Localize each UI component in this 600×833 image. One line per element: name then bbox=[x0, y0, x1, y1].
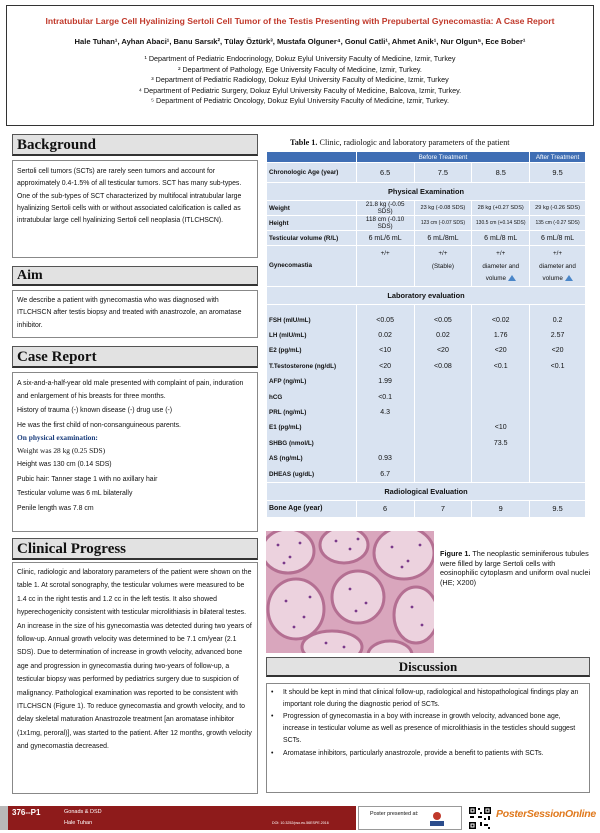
bone-age-label: Bone Age (year) bbox=[267, 500, 357, 517]
affiliation: ² Department of Pathology, Ege University Faculty of Medicine, Izmir, Turkey. bbox=[178, 64, 422, 74]
bone-age-cell: 6 bbox=[356, 500, 414, 517]
exam-line: Penile length was 7.8 cm bbox=[17, 504, 94, 512]
corner-cell bbox=[267, 152, 357, 163]
case-line: He was the first child of non-consanguineous parents. bbox=[17, 421, 181, 429]
age-cell: 9.5 bbox=[530, 163, 586, 183]
table-caption: Table 1. Clinic, radiologic and laboratory parameters of the patient bbox=[290, 138, 510, 147]
lab-values-col: <0.02 1.76 <20 <0.1 <10 73.5 bbox=[472, 304, 530, 482]
age-cell: 7.5 bbox=[414, 163, 472, 183]
affiliation: ⁵ Department of Pediatric Oncology, Dokuz Eylul University Faculty of Medicine, Izmir, Turkey. bbox=[151, 96, 449, 106]
poster-doi: DOI: 10.3252/pso.eu.56ESPE.2016 bbox=[272, 821, 329, 825]
poster-title: Intratubular Large Cell Hyalinizing Sertoli Cell Tumor of the Testis Presenting with Prepubertal Gynecomastia: A Case Report bbox=[45, 16, 555, 26]
poster-category: Gonads & DSD bbox=[64, 809, 102, 815]
discussion-box bbox=[266, 683, 590, 793]
testicular-volume-cell: 6 mL/6 mL bbox=[356, 231, 414, 246]
case-report-box bbox=[12, 372, 258, 532]
weight-cell: 23 kg (-0.08 SDS) bbox=[414, 201, 472, 216]
exam-line: Weight was 28 kg (0.25 SDS) bbox=[17, 445, 106, 455]
before-treatment-header: Before Treatment bbox=[356, 152, 529, 163]
histology-image bbox=[266, 531, 434, 653]
gynecomastia-cell: +/+ diameter and volume bbox=[530, 246, 586, 287]
exam-line: Height was 130 cm (0.14 SDS) bbox=[17, 461, 112, 468]
gynecomastia-label: Gynecomastia bbox=[267, 246, 357, 287]
exam-heading: On physical examination: bbox=[17, 433, 98, 442]
parameters-table bbox=[266, 151, 586, 518]
affiliation: ⁴ Department of Pediatric Surgery, Dokuz Eylul University Faculty of Medicine, Balcova, Izmir, Turkey. bbox=[138, 85, 462, 95]
affiliation: ³ Department of Pediatric Radiology, Dokuz Eylul University Faculty of Medicine, Izmir, Turkey bbox=[151, 75, 449, 85]
exam-line: Pubic hair: Tanner stage 1 with no axillary hair bbox=[17, 475, 158, 483]
footer-info-bar bbox=[8, 806, 356, 830]
affiliation: ¹ Department of Pediatric Endocrinology, Dokuz Eylul University Faculty of Medicine, Izmir, Turkey bbox=[144, 54, 456, 63]
weight-cell: 29 kg (-0.26 SDS) bbox=[530, 201, 586, 216]
histology-graphic bbox=[266, 531, 434, 653]
radiological-evaluation-heading: Radiological Evaluation bbox=[267, 482, 586, 500]
bone-age-cell: 9.5 bbox=[530, 500, 586, 517]
presenter-name: Hale Tuhan bbox=[64, 820, 93, 826]
background-heading: Background bbox=[12, 134, 258, 156]
height-label: Height bbox=[267, 216, 357, 231]
figure-caption: Figure 1. The neoplastic seminiferous tubules were filled by large Sertoli cells with eosinophilic cytoplasm and uniform oval nuclei (HE; X200) bbox=[440, 549, 591, 587]
poster-code: 376--P1 bbox=[12, 808, 41, 817]
clinical-progress-text: Clinic, radiologic and laboratory parameters of the patient were shown on the table 1. At scrotal sonography, the testicular volumes were measured to be 1.4 cc in the right testis and 1.2 cc in the left testis. It also showed hyperechogenicity consistent with testicular microlithiasis in bilateral testes. An increase in the size of his gynecomastia was detected during two years of follow-up. Annual growth velocity was determined to be 7.1 cm/year (2.1 SDS). Due to determination of increase in growth velocity, advanced bone age and progression in gynecomastia during two-years of follow-up, a testicular biopsy was performed by pediatrics surgery due to suspicion of malignancy. Pathological examination was reported to be consistent with ITLCHSCN (Figure 1). To reduce gynecomastia and growth velocity, and to delay skeletal maturation Anastrozole treatment [an aromatase inhibitor (1x1mg, peroral)], was started to the patient. After 12 months, growth velocity and gynecomastia decreased. bbox=[17, 569, 252, 751]
discussion-bullet: • Progression of gynecomastia in a boy with increase in growth velocity, advanced bone age, increase in testicular volume as well as presence of microlithiasis in the testicles should suggest SCTs. bbox=[271, 713, 576, 744]
after-treatment-header: After Treatment bbox=[530, 152, 586, 163]
lab-values-col: <0.05 0.02 <20 <0.08 bbox=[414, 304, 472, 482]
clinical-progress-box bbox=[12, 562, 258, 794]
physical-exam-heading: Physical Examination bbox=[267, 183, 586, 201]
testicular-volume-cell: 6 mL/8 mL bbox=[472, 231, 530, 246]
case-report-heading: Case Report bbox=[12, 346, 258, 368]
height-cell: 118 cm (-0.10 SDS) bbox=[356, 216, 414, 231]
background-box bbox=[12, 160, 258, 258]
aim-text: We describe a patient with gynecomastia who was diagnosed with ITLCHSCN after testis biopsy and treated with anastrozole, an aromatase inhibitor. bbox=[17, 297, 242, 329]
presented-at-box bbox=[358, 806, 462, 830]
poster-session-online-logo: PosterSessionOnline bbox=[496, 808, 596, 820]
age-label: Chronologic Age (year) bbox=[267, 163, 357, 183]
age-cell: 6.5 bbox=[356, 163, 414, 183]
lab-values-col: 0.2 2.57 <20 <0.1 bbox=[530, 304, 586, 482]
discussion-bullet: • Aromatase inhibitors, particularly anastrozole, provide a benefit to patients with SCTs. bbox=[271, 749, 544, 757]
discussion-bullet: • It should be kept in mind that clinical follow-up, radiological and histopathological findings play an important role during the diagnostic period of SCTs. bbox=[271, 689, 579, 708]
case-line: A six-and-a-half-year old male presented with complaint of pain, induration and enlargement of his breasts for three months. bbox=[17, 380, 244, 400]
increase-arrow-icon bbox=[565, 275, 573, 281]
testicular-volume-cell: 6 mL/8 mL bbox=[530, 231, 586, 246]
testicular-volume-label: Testicular volume (R/L) bbox=[267, 231, 357, 246]
weight-label: Weight bbox=[267, 201, 357, 216]
background-text: Sertoli cell tumors (SCTs) are rarely seen tumors and account for approximately 0.4-1.5% of all testicular tumors. SCT has many sub-types. One of the sub-types of SCT characterized by multifocal intratubular large hyalinizing Sertoli cells with or without associated calcification is called as intratubular large cell hyalinizing Sertoli cell neoplasia (ITLCHSCN). bbox=[17, 168, 242, 225]
height-cell: 135 cm (-0.27 SDS) bbox=[530, 216, 586, 231]
exam-line: Testicular volume was 6 mL bilaterally bbox=[17, 490, 133, 497]
bone-age-cell: 7 bbox=[414, 500, 472, 517]
presented-at-label: Poster presented at: bbox=[370, 811, 419, 817]
clinical-progress-heading: Clinical Progress bbox=[12, 538, 258, 560]
footer-side-strip bbox=[0, 806, 8, 830]
author-list: Hale Tuhan¹, Ayhan Abaci¹, Banu Sarsık², Tülay Öztürk³, Mustafa Olguner⁴, Gonul Catli¹, Ahmet Anik¹, Nur Olgun⁵, Ece Bober¹ bbox=[74, 37, 526, 46]
aim-box bbox=[12, 290, 258, 338]
case-line: History of trauma (-) known disease (-) drug use (-) bbox=[17, 407, 173, 414]
poster-header bbox=[6, 5, 594, 126]
gynecomastia-cell: +/+ diameter and volume bbox=[472, 246, 530, 287]
lab-labels: FSH (mIU/mL) LH (mIU/mL) E2 (pg/mL) T.Testosterone (ng/dL) AFP (ng/mL) hCG PRL (ng/mL) E1 (pg/mL) SHBG (nmol/L) AS (ng/mL) DHEAS (ug/dL) bbox=[267, 304, 357, 482]
bone-age-cell: 9 bbox=[472, 500, 530, 517]
lab-evaluation-heading: Laboratory evaluation bbox=[267, 286, 586, 304]
gynecomastia-cell: +/+ bbox=[356, 246, 414, 287]
weight-cell: 28 kg (+0.27 SDS) bbox=[472, 201, 530, 216]
qr-code-icon[interactable] bbox=[468, 806, 492, 830]
gynecomastia-cell: +/+ (Stable) bbox=[414, 246, 472, 287]
discussion-heading: Discussion bbox=[266, 657, 590, 677]
espe-logo-icon bbox=[427, 810, 447, 828]
testicular-volume-cell: 6 mL/8mL bbox=[414, 231, 472, 246]
aim-heading: Aim bbox=[12, 266, 258, 286]
poster-footer bbox=[0, 803, 600, 833]
height-cell: 123 cm (-0.07 SDS) bbox=[414, 216, 472, 231]
increase-arrow-icon bbox=[508, 275, 516, 281]
affiliation-list bbox=[7, 54, 593, 107]
weight-cell: 21.8 kg (-0.05 SDS) bbox=[356, 201, 414, 216]
height-cell: 130.5 cm (+0.14 SDS) bbox=[472, 216, 530, 231]
lab-values-col: <0.05 0.02 <10 <20 1.99 <0.1 4.3 0.93 6.7 bbox=[356, 304, 414, 482]
age-cell: 8.5 bbox=[472, 163, 530, 183]
